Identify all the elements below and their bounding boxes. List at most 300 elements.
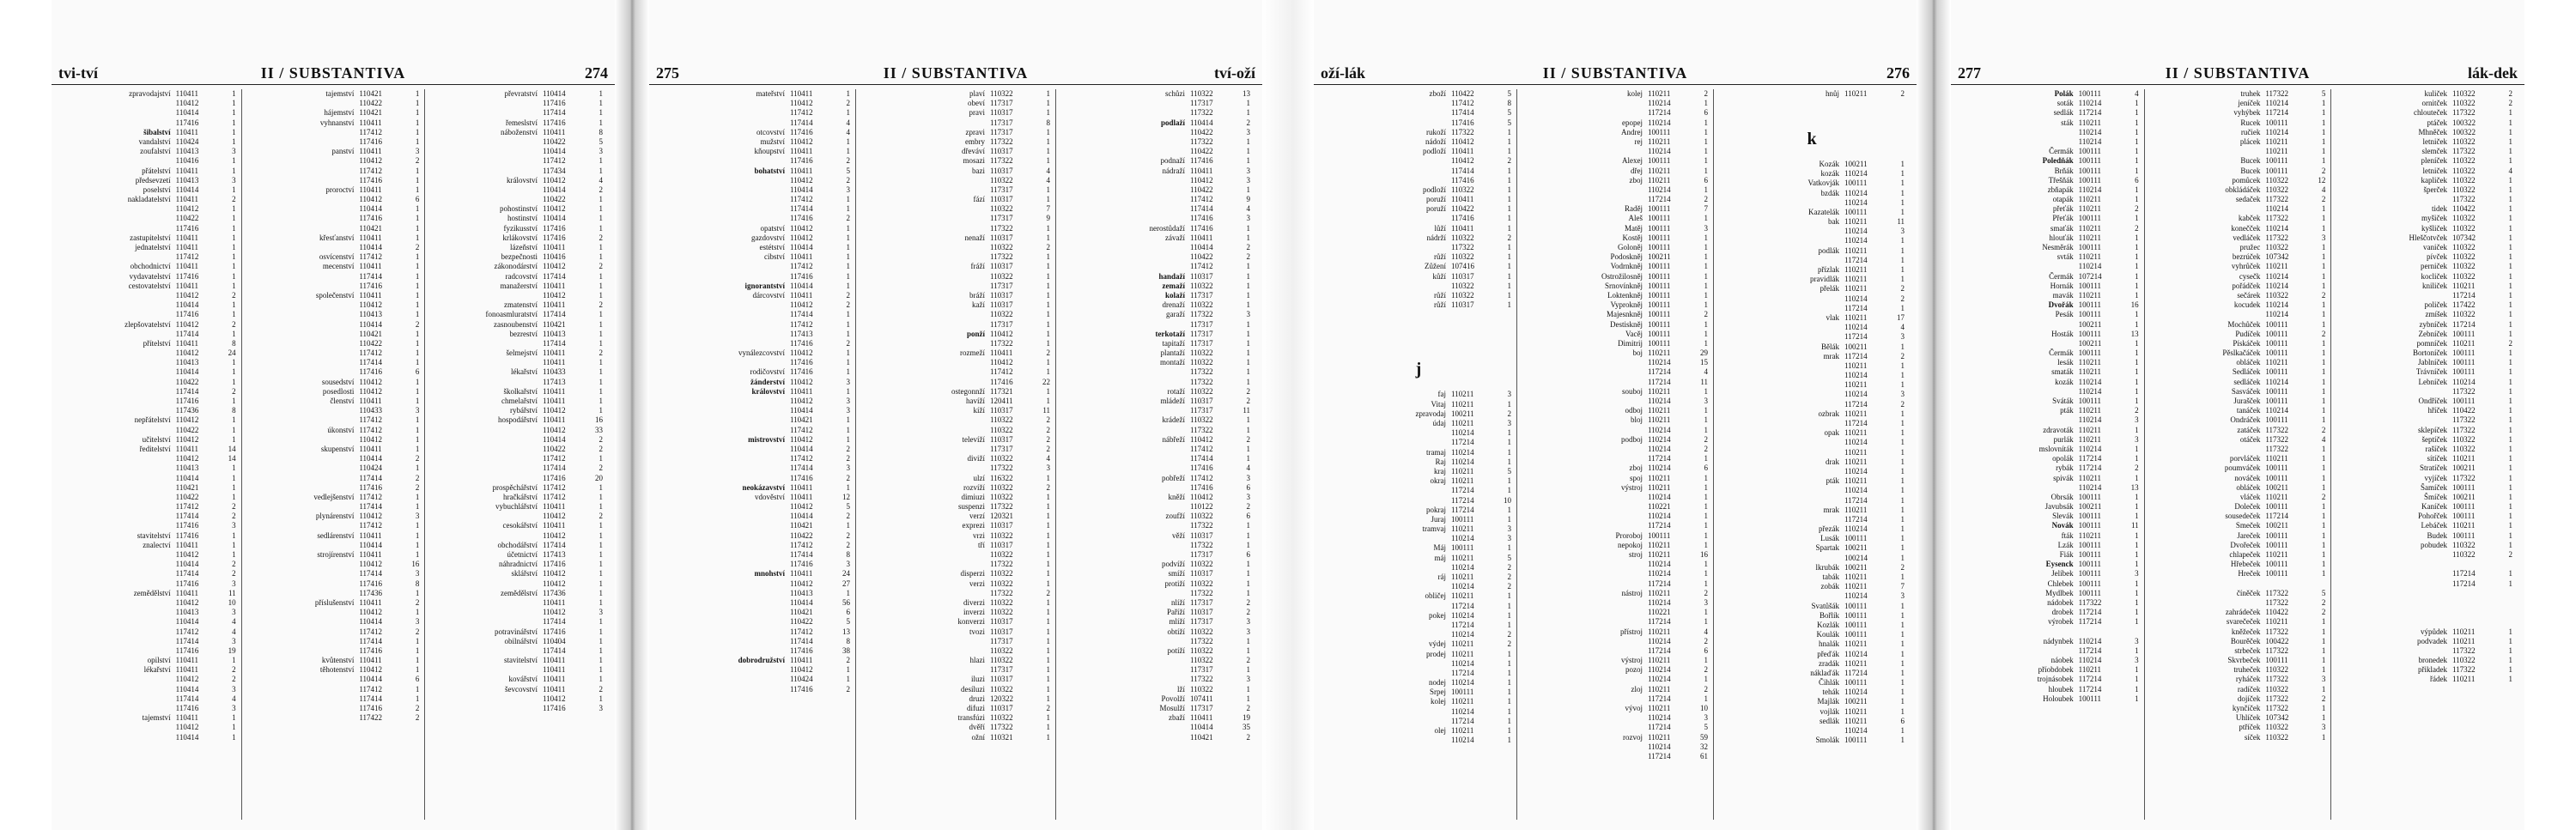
entry-code: 100322	[2452, 127, 2476, 136]
entry-word	[1326, 707, 1451, 717]
entry-frequency: 1	[2135, 185, 2139, 194]
entry-code: 110412	[359, 560, 383, 569]
index-entry	[430, 445, 603, 454]
entry-frequency: 3	[1046, 463, 1050, 473]
entry-code: 117317	[990, 281, 1013, 290]
entry-frequency: 1	[1246, 319, 1250, 329]
entry-frequency: 1	[1246, 233, 1250, 242]
entry-frequency: 1	[1246, 367, 1250, 377]
index-entry	[1522, 214, 1708, 223]
index-entry	[861, 483, 1050, 493]
entry-code: 100111	[2452, 397, 2476, 405]
index-entry	[661, 118, 850, 128]
entry-word: diviží	[967, 454, 985, 463]
entry-code: 110433	[359, 406, 383, 415]
entry-code: 110211	[1451, 573, 1474, 581]
index-entry	[247, 387, 420, 397]
entry-code: 117414	[359, 694, 383, 703]
entry-frequency: 1	[1246, 579, 1250, 588]
index-entry	[1719, 419, 1905, 428]
entry-frequency: 1	[1704, 482, 1708, 492]
index-entry	[1522, 512, 1708, 521]
entry-word	[430, 598, 543, 608]
entry-frequency: 3	[1507, 534, 1511, 543]
entry-word	[64, 474, 176, 483]
entry-word: poruží	[1426, 204, 1446, 214]
index-entry	[2150, 454, 2326, 463]
index-columns	[1958, 89, 2518, 820]
entry-word	[661, 204, 790, 214]
index-entry	[1963, 339, 2139, 348]
index-entry	[1719, 227, 1905, 236]
entry-word	[2336, 569, 2452, 579]
entry-frequency: 1	[2321, 214, 2326, 223]
entry-word	[661, 637, 790, 646]
index-entry	[661, 137, 850, 147]
entry-frequency: 4	[1900, 323, 1905, 332]
index-entry	[861, 541, 1050, 550]
entry-frequency: 1	[2135, 99, 2139, 108]
entry-word	[2336, 617, 2452, 627]
entry-word: vojlák	[1820, 706, 1839, 716]
entry-frequency: 1	[2321, 444, 2326, 453]
entry-word: Destiskněj	[1610, 319, 1643, 329]
index-entry	[1061, 569, 1250, 579]
entry-frequency: 2	[1246, 656, 1250, 665]
entry-word	[1963, 128, 2079, 137]
entry-frequency: 1	[2135, 136, 2139, 146]
entry-code: 117412	[1451, 99, 1474, 108]
entry-word: sousedeček	[2225, 512, 2261, 521]
entry-code: 100111	[2078, 569, 2102, 579]
index-entry	[1522, 463, 1708, 473]
entry-word: nástroj	[1621, 588, 1643, 597]
entry-code: 110211	[1648, 732, 1671, 742]
entry-frequency: 1	[1900, 658, 1905, 668]
entry-word: šperček	[2423, 185, 2448, 194]
entry-frequency: 1	[232, 252, 236, 262]
index-entry	[1326, 659, 1511, 669]
index-entry	[1719, 524, 1905, 534]
entry-code: 117214	[1648, 645, 1671, 655]
entry-frequency: 10	[1700, 704, 1708, 712]
entry-code: 110411	[359, 233, 382, 242]
entry-frequency: 1	[2321, 281, 2326, 290]
index-entry	[1326, 320, 1511, 330]
entry-word	[430, 445, 543, 454]
entry-code: 117422	[359, 713, 383, 723]
entry-code: 117322	[2452, 473, 2476, 482]
entry-frequency: 1	[415, 252, 420, 262]
entry-word: Skvrbeček	[2227, 656, 2261, 665]
entry-word	[661, 397, 790, 406]
index-entry	[661, 147, 850, 156]
entry-frequency: 1	[1900, 188, 1905, 197]
entry-word: nádoží	[1425, 136, 1446, 146]
entry-code: 110412	[1451, 136, 1474, 146]
entry-code: 110422	[790, 617, 813, 627]
entry-code: 110214	[2078, 262, 2102, 271]
index-entry	[1963, 156, 2139, 166]
index-entry	[247, 569, 420, 579]
index-entry	[247, 156, 420, 166]
entry-code: 110422	[1190, 127, 1213, 136]
entry-word: podlaží	[1160, 118, 1185, 127]
entry-frequency: 1	[415, 377, 420, 386]
index-entry	[1719, 275, 1905, 284]
entry-frequency: 1	[1046, 665, 1050, 675]
index-entry	[1963, 185, 2139, 195]
entry-frequency: 2	[1900, 294, 1905, 303]
entry-word: Uhlíček	[2235, 713, 2261, 723]
index-entry	[1326, 167, 1511, 176]
entry-word: pomůcek	[2232, 175, 2261, 185]
entry-code: 110211	[2452, 454, 2476, 463]
index-entry	[2150, 560, 2326, 569]
entry-frequency: 1	[2321, 118, 2326, 127]
entry-frequency: 1	[1246, 108, 1250, 118]
entry-frequency: 1	[1900, 486, 1905, 495]
page-header	[1314, 65, 1917, 85]
entry-code: 117322	[2265, 233, 2289, 242]
entry-frequency: 2	[846, 99, 850, 108]
entry-code: 117214	[1451, 716, 1474, 725]
entry-word	[1326, 108, 1451, 118]
entry-frequency: 4	[232, 694, 236, 703]
entry-frequency: 13	[2130, 482, 2139, 492]
index-entry	[1719, 198, 1905, 208]
entry-code: 110424	[175, 136, 199, 146]
index-entry	[2150, 137, 2326, 147]
entry-code: 120321	[990, 512, 1013, 521]
entry-code: 110411	[543, 348, 566, 358]
entry-frequency: 2	[598, 444, 604, 453]
entry-frequency: 27	[842, 579, 850, 588]
entry-word	[661, 531, 790, 541]
entry-code: 110411	[359, 185, 382, 194]
entry-code: 117416	[1451, 118, 1474, 127]
entry-code: 110322	[2452, 136, 2476, 146]
entry-code: 110422	[1451, 204, 1474, 214]
entry-frequency: 3	[846, 463, 850, 473]
index-entry	[661, 608, 850, 617]
index-entry	[1719, 265, 1905, 275]
index-entry	[1061, 195, 1250, 204]
index-entry	[2336, 502, 2512, 512]
entry-word	[247, 310, 360, 319]
entry-frequency: 2	[2321, 329, 2326, 338]
entry-word	[1061, 675, 1190, 684]
entry-word: Třešňák	[2048, 175, 2074, 185]
entry-word: dojíček	[2237, 694, 2261, 703]
entry-code: 117414	[175, 636, 199, 645]
entry-word: bohatství	[754, 166, 785, 175]
entry-frequency: 20	[595, 473, 604, 482]
index-entry	[430, 195, 603, 204]
entry-code: 117412	[790, 425, 813, 434]
entry-frequency: 1	[1246, 271, 1250, 281]
entry-frequency: 1	[2135, 550, 2139, 559]
entry-word: okraj	[1430, 476, 1446, 486]
entry-word	[247, 685, 360, 694]
entry-frequency: 1	[2321, 713, 2326, 723]
entry-word	[1061, 723, 1190, 732]
entry-frequency: 2	[1900, 399, 1905, 409]
entry-code: 117214	[1648, 521, 1671, 530]
entry-word: tabák	[1822, 573, 1839, 581]
index-entry	[1061, 156, 1250, 166]
index-entry	[1061, 521, 1250, 530]
entry-word: pravi	[969, 108, 985, 118]
entry-frequency: 1	[1704, 512, 1708, 521]
entry-frequency: 2	[415, 482, 420, 492]
entry-word	[1326, 320, 1451, 330]
entry-word: zdravoták	[2043, 425, 2074, 434]
entry-word: nepokoj	[1618, 540, 1643, 549]
entry-frequency: 3	[1507, 524, 1511, 534]
entry-word: posedlosti	[322, 386, 355, 396]
entry-frequency: 1	[1046, 636, 1050, 645]
entry-frequency: 1	[1704, 656, 1708, 665]
entry-code: 117416	[175, 310, 199, 319]
entry-word	[1522, 502, 1648, 512]
entry-frequency: 19	[1242, 713, 1250, 723]
entry-word: vdověství	[755, 492, 785, 501]
index-entry	[661, 89, 850, 99]
index-entry	[1719, 236, 1905, 245]
index-entry	[64, 252, 236, 262]
entry-code: 110211	[1844, 573, 1868, 581]
entry-frequency: 19	[228, 645, 236, 655]
entry-word	[64, 378, 176, 387]
entry-code: 110322	[990, 713, 1013, 723]
entry-frequency: 5	[2321, 588, 2326, 597]
entry-code: 117416	[990, 377, 1013, 386]
index-entry	[1963, 89, 2139, 99]
entry-frequency: 56	[842, 597, 850, 607]
entry-word: opolák	[2052, 454, 2074, 463]
entry-frequency: 1	[2508, 512, 2513, 521]
entry-word: Eysenck	[2045, 560, 2074, 569]
entry-code: 110412	[790, 223, 813, 233]
entry-frequency	[1889, 150, 1905, 160]
entry-word: bzdák	[1820, 188, 1839, 197]
entry-frequency: 2	[1900, 89, 1905, 98]
entry-code: 110322	[2452, 550, 2476, 559]
entry-code	[1451, 320, 1496, 330]
index-entry	[1326, 262, 1511, 271]
entry-word: Spartak	[1815, 543, 1839, 553]
entry-word: manažerství	[500, 281, 538, 290]
entry-frequency	[2497, 598, 2512, 608]
entry-word: schůzi	[1165, 89, 1185, 98]
entry-code: 117322	[2265, 214, 2289, 223]
entry-code: 117412	[359, 127, 383, 136]
entry-code: 100111	[2078, 166, 2102, 175]
entry-frequency: 1	[415, 214, 420, 223]
index-entry	[661, 330, 850, 339]
entry-word	[1719, 118, 1844, 128]
entry-frequency: 1	[232, 262, 236, 271]
entry-frequency: 1	[1046, 262, 1050, 271]
index-entry	[1522, 167, 1708, 176]
entry-word: vedláček	[2233, 233, 2261, 242]
entry-frequency: 1	[415, 415, 420, 425]
entry-frequency: 8	[232, 406, 236, 415]
entry-frequency: 1	[2508, 627, 2513, 636]
entry-code: 110211	[1844, 245, 1868, 255]
entry-code: 110412	[175, 597, 199, 607]
index-entry	[1522, 243, 1708, 252]
entry-frequency: 1	[1900, 543, 1905, 553]
entry-frequency: 2	[1246, 386, 1250, 396]
entry-frequency: 1	[1704, 329, 1708, 338]
index-entry	[247, 300, 420, 310]
entry-code: 110322	[990, 492, 1013, 501]
entry-code: 100111	[2078, 147, 2102, 156]
index-entry	[861, 531, 1050, 541]
entry-word: Podoskněj	[1610, 252, 1643, 262]
entry-frequency: 1	[2135, 684, 2139, 694]
entry-code: 117416	[175, 704, 199, 712]
index-entry	[64, 704, 236, 713]
index-entry	[1963, 541, 2139, 550]
entry-frequency: 1	[1900, 371, 1905, 380]
entry-code: 110414	[175, 732, 199, 742]
entry-code: 117412	[175, 252, 199, 262]
entry-frequency: 1	[232, 425, 236, 434]
entry-code: 110221	[1648, 608, 1671, 617]
index-entry	[1061, 300, 1250, 310]
entry-word	[247, 214, 360, 223]
entry-word	[861, 358, 990, 367]
index-entry	[1326, 272, 1511, 282]
entry-word	[661, 262, 790, 271]
entry-frequency: 3	[232, 147, 236, 156]
entry-code: 110412	[543, 175, 566, 185]
entry-frequency: 6	[415, 195, 420, 204]
entry-frequency: 2	[1246, 252, 1250, 262]
index-entry	[430, 598, 603, 608]
entry-word: Pudíček	[2235, 329, 2261, 338]
entry-frequency: 2	[2508, 550, 2513, 559]
entry-frequency: 3	[232, 175, 236, 185]
entry-code: 110214	[2265, 310, 2289, 319]
index-entry	[64, 694, 236, 704]
index-entry	[64, 512, 236, 521]
entry-code: 117317	[1190, 406, 1213, 415]
index-entry	[1522, 752, 1708, 761]
index-column	[1321, 89, 1517, 820]
index-entry	[1061, 617, 1250, 627]
entry-word	[1522, 378, 1648, 387]
entry-code: 110411	[990, 348, 1013, 358]
entry-word	[2150, 310, 2266, 319]
index-entry	[1326, 224, 1511, 233]
index-entry	[1326, 515, 1511, 524]
index-entry	[661, 195, 850, 204]
index-entry	[1326, 400, 1511, 409]
entry-word	[1522, 569, 1648, 579]
entry-code: 110214	[2265, 406, 2289, 415]
entry-word	[64, 118, 176, 128]
entry-frequency: 1	[598, 530, 604, 540]
entry-word: kolaží	[1164, 290, 1185, 300]
entry-frequency: 2	[598, 512, 604, 521]
entry-frequency: 61	[1700, 751, 1708, 760]
entry-frequency: 1	[1246, 136, 1250, 146]
entry-word	[64, 694, 176, 704]
entry-word: růží	[1434, 300, 1446, 310]
entry-word	[661, 272, 790, 282]
entry-frequency: 1	[415, 425, 420, 434]
entry-code: 110214	[1648, 434, 1671, 444]
index-entry	[430, 656, 603, 665]
entry-code: 117412	[790, 454, 813, 463]
entry-word	[1522, 742, 1648, 752]
entry-code: 117214	[1844, 351, 1868, 360]
entry-frequency	[1496, 330, 1511, 339]
entry-code: 110211	[1844, 582, 1868, 591]
index-entry	[861, 147, 1050, 156]
index-entry	[2150, 185, 2326, 195]
index-entry	[1719, 409, 1905, 419]
entry-frequency: 1	[2135, 290, 2139, 300]
entry-code: 100111	[1648, 290, 1671, 300]
entry-word: hájemství	[324, 108, 355, 118]
entry-word: Ostrožilosněj	[1601, 271, 1643, 281]
entry-word: purlák	[2053, 434, 2074, 444]
entry-frequency: 1	[415, 290, 420, 300]
entry-frequency: 1	[1900, 428, 1905, 438]
entry-word: diverzi	[963, 597, 985, 607]
entry-word: zloj	[1631, 684, 1643, 694]
entry-frequency: 1	[2321, 243, 2326, 251]
entry-code: 110414	[543, 434, 566, 444]
index-entry	[861, 291, 1050, 300]
entry-frequency: 1	[1507, 706, 1511, 716]
entry-word: mládeží	[1160, 397, 1185, 405]
entry-frequency: 10	[1504, 495, 1511, 505]
entry-word	[247, 224, 360, 233]
page-header	[52, 65, 615, 85]
index-entry	[1963, 397, 2139, 406]
entry-code: 110317	[990, 704, 1013, 712]
index-entry	[2336, 176, 2512, 185]
entry-code: 110411	[790, 147, 813, 156]
entry-frequency: 1	[1507, 457, 1511, 466]
entry-code: 110211	[1451, 419, 1474, 427]
entry-code: 117412	[543, 156, 566, 166]
entry-code: 110414	[175, 560, 199, 569]
index-entry	[2150, 435, 2326, 445]
entry-code: 110211	[2452, 281, 2476, 290]
page-header-right: 276	[1886, 64, 1910, 82]
entry-frequency: 1	[1900, 275, 1905, 284]
entry-code: 110411	[790, 569, 813, 579]
entry-frequency: 2	[846, 156, 850, 166]
entry-code	[1844, 108, 1889, 118]
index-entry	[64, 675, 236, 684]
entry-code: 110211	[2265, 454, 2288, 463]
entry-code: 110414	[790, 185, 813, 194]
entry-word: cestovatelství	[128, 281, 171, 290]
index-entry	[861, 656, 1050, 665]
entry-frequency: 4	[1246, 463, 1250, 473]
entry-word: Hleščotvček	[2409, 233, 2448, 242]
entry-word	[1522, 493, 1648, 502]
entry-code: 110411	[359, 597, 382, 607]
